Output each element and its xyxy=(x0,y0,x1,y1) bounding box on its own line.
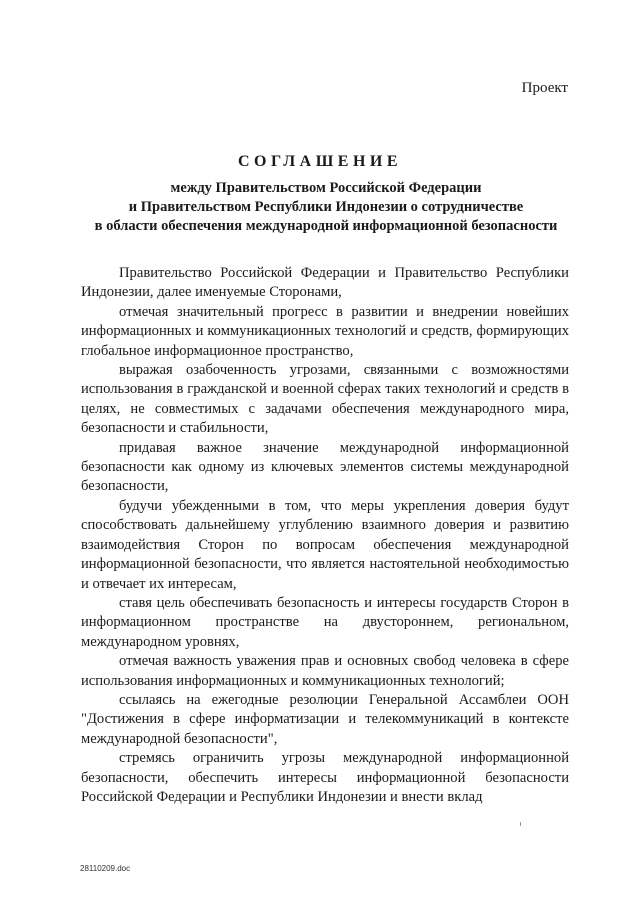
preamble-paragraph: придавая важное значение международной информационной безопасности как одному из ключевых элементов системы международной безопасности, xyxy=(81,439,569,495)
subtitle-line: и Правительством Республики Индонезии о сотрудничестве xyxy=(128,199,524,215)
subtitle-line: в области обеспечения международной информационной безопасности xyxy=(94,218,558,234)
preamble-paragraph: выражая озабоченность угрозами, связанными с возможностями использования в гражданской и военной сферах таких технологий и средств в целях, не совместимых с задачами обеспечения международного мира, безопасности и стабильности, xyxy=(81,362,569,437)
document-title: СОГЛАШЕНИЕ xyxy=(237,153,403,170)
scan-artifact xyxy=(520,822,521,826)
preamble-paragraph: стремясь ограничить угрозы международной информационной безопасности, обеспечить интересы информационной безопасности Российской Федерации и Республики Индонезии и внести вклад xyxy=(81,750,569,805)
document-subtitle xyxy=(70,179,582,236)
preamble-paragraph: ставя цель обеспечивать безопасность и интересы государств Сторон в информационном пространстве на двустороннем, региональном, международном уровнях, xyxy=(81,594,569,650)
subtitle-line: между Правительством Российской Федерации xyxy=(170,180,482,196)
preamble-paragraph: будучи убежденными в том, что меры укрепления доверия будут способствовать дальнейшему углублению взаимного доверия и развитию взаимодействия Сторон по вопросам обеспечения международной информационной безопасности, что является настоятельной необходимостью и отвечает их интересам, xyxy=(81,497,569,592)
draft-label: Проект xyxy=(521,80,568,96)
document-body xyxy=(81,264,569,807)
preamble-paragraph: отмечая важность уважения прав и основных свобод человека в сфере использования информационных и коммуникационных технологий; xyxy=(81,653,569,689)
preamble-paragraph: ссылаясь на ежегодные резолюции Генеральной Ассамблеи ООН "Достижения в сфере информатизации и телекоммуникаций в контексте международной безопасности", xyxy=(81,691,569,747)
footer-file-name: 28110209.doc xyxy=(80,864,131,873)
preamble-paragraph: отмечая значительный прогресс в развитии и внедрении новейших информационных и коммуникационных технологий и средств, формирующих глобальное информационное пространство, xyxy=(81,303,569,359)
preamble-paragraph: Правительство Российской Федерации и Правительство Республики Индонезии, далее именуемые Сторонами, xyxy=(81,265,569,301)
